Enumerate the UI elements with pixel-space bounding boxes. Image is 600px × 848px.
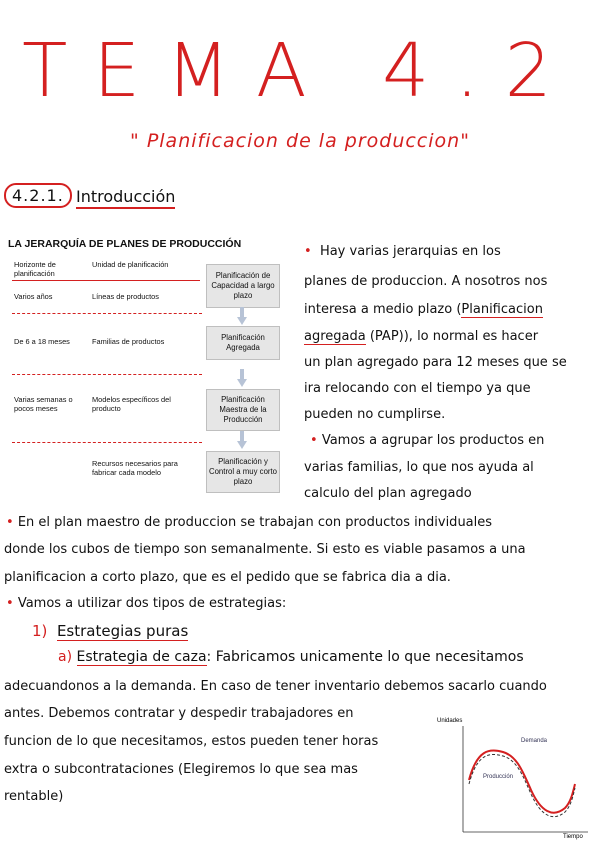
- row-horizon: Varias semanas o pocos meses: [14, 395, 73, 413]
- text-line: agregada (PAP)), lo normal es hacer: [304, 329, 539, 344]
- down-arrow-icon: [237, 431, 247, 449]
- section-title: Introducción: [76, 187, 175, 209]
- list-item: a) Estrategia de caza: Fabricamos unicamente lo que necesitamos: [58, 649, 524, 665]
- header-divider: [12, 280, 200, 281]
- text-line: antes. Debemos contratar y despedir trabajadores en: [4, 706, 354, 721]
- text-line: extra o subcontrataciones (Elegiremos lo que sea mas: [4, 762, 358, 777]
- text-line: ira relocando con el tiempo ya que: [304, 381, 531, 396]
- diagram-box: Planificación y Control a muy corto plazo: [206, 451, 280, 493]
- text-line: interesa a medio plazo (Planificacion: [304, 302, 543, 317]
- row-divider: [12, 313, 202, 314]
- text-line: varias familias, lo que nos ayuda al: [304, 460, 534, 475]
- text-line: planificacion a corto plazo, que es el pedido que se fabrica dia a dia.: [4, 570, 451, 585]
- diagram-title: LA JERARQUÍA DE PLANES DE PRODUCCIÓN: [8, 238, 242, 250]
- row-divider: [12, 374, 202, 375]
- row-horizon: De 6 a 18 meses: [14, 337, 70, 346]
- row-divider: [12, 442, 202, 443]
- col-header-horizon: Horizonte de planificación: [14, 260, 56, 278]
- demand-line: [469, 750, 575, 812]
- chase-strategy-graph: [433, 712, 593, 840]
- text-line: funcion de lo que necesitamos, estos pueden tener horas: [4, 734, 379, 749]
- row-unit: Familias de productos: [92, 337, 165, 346]
- col-header-unit: Unidad de planificación: [92, 260, 169, 269]
- text-line: • Hay varias jerarquias en los: [304, 244, 501, 259]
- row-unit: Recursos necesarios para fabricar cada modelo: [92, 459, 178, 477]
- production-label: Producción: [483, 774, 514, 780]
- graph-ylabel: Unidades: [437, 718, 463, 724]
- text-line: planes de produccion. A nosotros nos: [304, 274, 548, 289]
- text-line: adecuandonos a la demanda. En caso de tener inventario debemos sacarlo cuando: [4, 679, 547, 694]
- text-line: • Vamos a agrupar los productos en: [310, 433, 545, 448]
- row-unit: Líneas de productos: [92, 292, 159, 301]
- diagram-box: Planificación de Capacidad a largo plazo: [206, 264, 280, 308]
- text-line: • Vamos a utilizar dos tipos de estrategias:: [6, 596, 287, 611]
- row-unit: Modelos específicos del producto: [92, 395, 171, 413]
- graph-xlabel: Tiempo: [563, 834, 583, 840]
- production-hierarchy-diagram: [8, 238, 292, 493]
- text-line: • En el plan maestro de produccion se trabajan con productos individuales: [6, 515, 493, 530]
- diagram-box: Planificación Maestra de la Producción: [206, 389, 280, 431]
- page-subtitle: " Planificacion de la produccion": [130, 130, 470, 152]
- text-line: donde los cubos de tiempo son semanalmente. Si esto es viable pasamos a una: [4, 542, 526, 557]
- page-title: TEMA 4.2: [22, 28, 578, 114]
- text-line: pueden no cumplirse.: [304, 407, 446, 422]
- production-line: [469, 754, 575, 816]
- text-line: rentable): [4, 789, 64, 804]
- text-line: calculo del plan agregado: [304, 486, 472, 501]
- down-arrow-icon: [237, 369, 247, 387]
- down-arrow-icon: [237, 307, 247, 325]
- diagram-box: Planificación Agregada: [206, 326, 280, 360]
- list-item: 1) Estrategias puras: [32, 622, 189, 640]
- demand-label: Demanda: [521, 738, 548, 744]
- row-horizon: Varios años: [14, 292, 53, 301]
- section-number: 4.2.1.: [4, 183, 72, 208]
- text-line: un plan agregado para 12 meses que se: [304, 355, 567, 370]
